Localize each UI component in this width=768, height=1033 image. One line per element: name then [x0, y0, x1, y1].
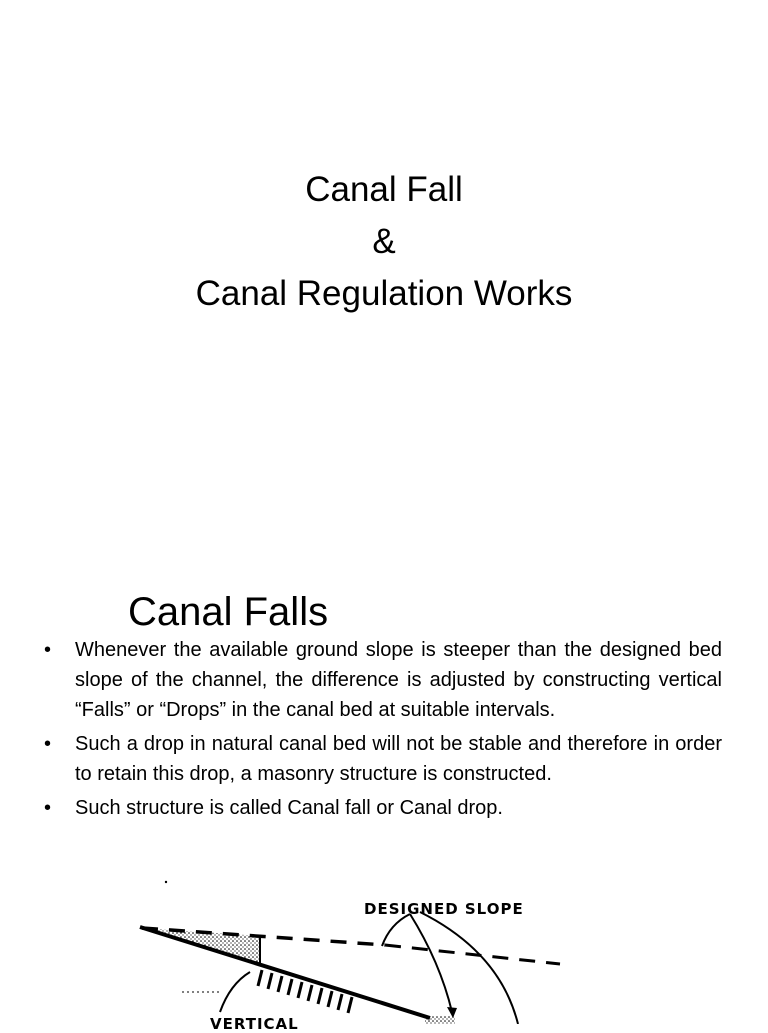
title-line-1: Canal Fall: [305, 170, 463, 209]
bullet-icon: •: [44, 639, 52, 661]
bullet-item: [40, 793, 722, 823]
designed-slope-label: DESIGNED SLOPE: [364, 900, 524, 918]
lower-fill: [425, 1016, 455, 1024]
arrow-to-upper-slope: [382, 914, 410, 946]
bullet-icon: •: [44, 733, 52, 755]
arrow-to-lower-slope: [410, 914, 452, 1012]
bullet-text: Such a drop in natural canal bed will not be stable and therefore in order to retain this drop, a masonry structure is constructed.: [75, 733, 722, 785]
canal-fall-diagram: [120, 872, 590, 1033]
arrow-to-slope-far: [420, 912, 518, 1024]
bullet-icon: •: [44, 797, 52, 819]
bullet-text: Such structure is called Canal fall or Canal drop.: [75, 797, 503, 819]
canal-fall-sketch: [120, 872, 590, 1024]
stray-mark: [165, 881, 167, 883]
bullet-item: [40, 635, 722, 725]
arrow-to-vertical: [220, 972, 250, 1012]
ground-slope-line: [140, 927, 430, 1018]
bullet-item: [40, 729, 722, 789]
vertical-label: VERTICAL: [210, 1015, 299, 1033]
bullet-text: Whenever the available ground slope is steeper than the designed bed slope of the channel, the difference is adjusted by constructing vertical “Falls” or “Drops” in the canal bed at suitable intervals.: [75, 639, 722, 721]
bullet-list: [40, 635, 722, 827]
section-heading: Canal Falls: [128, 590, 329, 634]
title-line-3: Canal Regulation Works: [195, 274, 573, 313]
slide-title-block: [0, 164, 768, 320]
title-line-2: &: [372, 222, 396, 261]
masonry-hatching: [258, 970, 352, 1013]
